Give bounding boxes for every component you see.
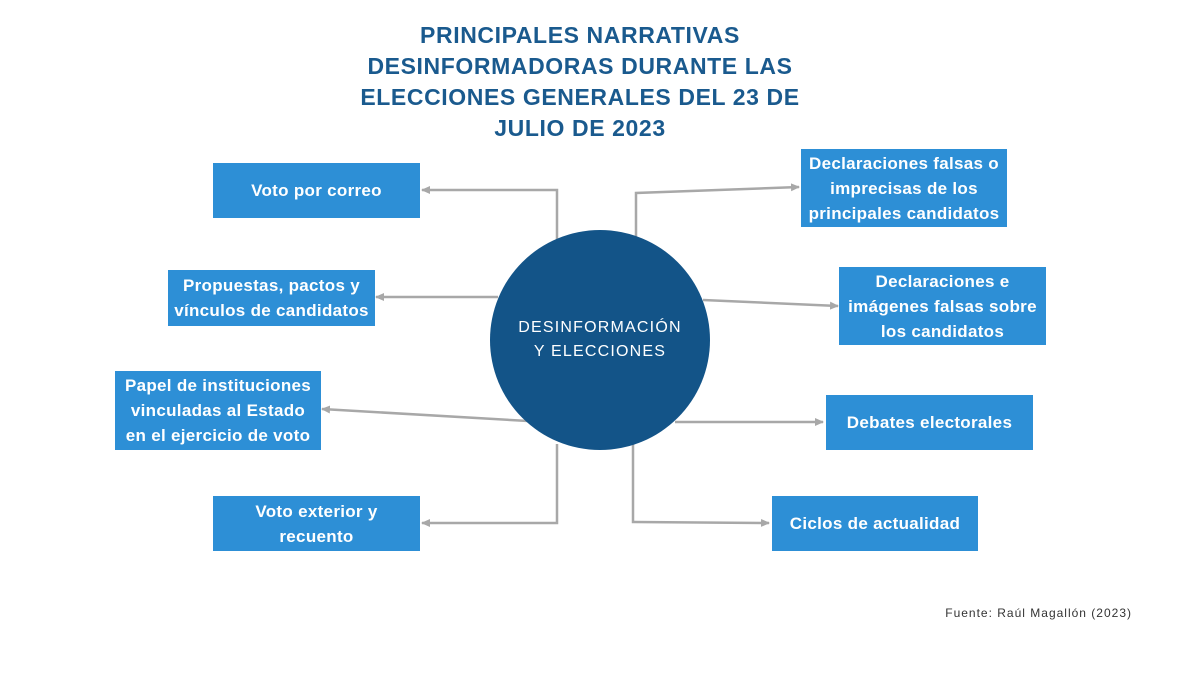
central-hub-circle bbox=[490, 230, 710, 450]
connector-imagenes bbox=[703, 300, 838, 306]
box-imagenes-falsas: Declaraciones e imágenes falsas sobre los candidatos bbox=[839, 267, 1046, 345]
connector-voto-exterior bbox=[422, 444, 557, 523]
box-ciclos-actualidad: Ciclos de actualidad bbox=[772, 496, 978, 551]
diagram-title: PRINCIPALES NARRATIVAS DESINFORMADORAS DURANTE LAS ELECCIONES GENERALES DEL 23 DE JULIO DE 2023 bbox=[360, 22, 800, 141]
connector-ciclos bbox=[633, 444, 769, 523]
source-caption: Fuente: Raúl Magallón (2023) bbox=[945, 606, 1132, 620]
box-voto-por-correo: Voto por correo bbox=[213, 163, 420, 218]
box-papel-instituciones: Papel de instituciones vinculadas al Estado en el ejercicio de voto bbox=[115, 371, 321, 450]
box-declaraciones-candidatos: Declaraciones falsas o imprecisas de los principales candidatos bbox=[801, 149, 1007, 227]
connector-declaraciones bbox=[636, 187, 799, 240]
box-propuestas-pactos: Propuestas, pactos y vínculos de candidatos bbox=[168, 270, 375, 326]
box-voto-exterior: Voto exterior y recuento bbox=[213, 496, 420, 551]
connector-voto-correo bbox=[422, 190, 557, 240]
connector-instituciones bbox=[322, 409, 528, 421]
hub-label: DESINFORMACIÓN Y ELECCIONES bbox=[518, 319, 682, 360]
box-debates-electorales: Debates electorales bbox=[826, 395, 1033, 450]
